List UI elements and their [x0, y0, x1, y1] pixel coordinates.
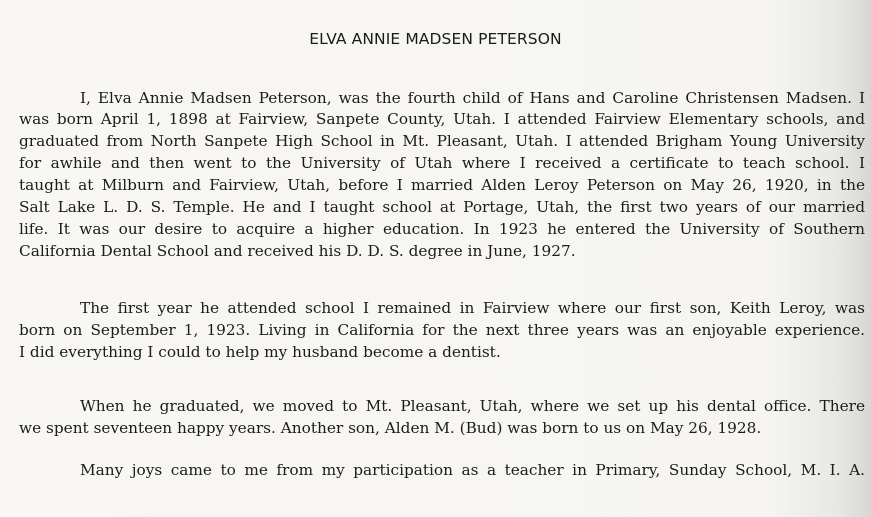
paragraph-1-line-2: was born April 1, 1898 at Fairview, Sanpete County, Utah. I attended Fairview Elementary schools, and — [19, 110, 865, 128]
paragraph-3-line-2: we spent seventeen happy years. Another son, Alden M. (Bud) was born to us on May 26, 1928. — [19, 419, 762, 437]
paragraph-1-line-6: Salt Lake L. D. S. Temple. He and I taught school at Portage, Utah, the first two years of our married — [19, 198, 865, 216]
paragraph-1-line-8: California Dental School and received his D. D. S. degree in June, 1927. — [19, 242, 576, 260]
paragraph-3-line-1: When he graduated, we moved to Mt. Pleasant, Utah, where we set up his dental office. There — [80, 397, 865, 415]
paragraph-2-line-1: The first year he attended school I remained in Fairview where our first son, Keith Leroy, was — [80, 299, 865, 317]
paragraph-4-line-1: Many joys came to me from my participation as a teacher in Primary, Sunday School, M. I. A. — [80, 461, 865, 479]
page-title: ELVA ANNIE MADSEN PETERSON — [309, 30, 562, 48]
paragraph-2-line-3: I did everything I could to help my husband become a dentist. — [19, 343, 501, 361]
paragraph-2-line-2: born on September 1, 1923. Living in California for the next three years was an enjoyable experience. — [19, 321, 865, 339]
paragraph-1-line-5: taught at Milburn and Fairview, Utah, before I married Alden Leroy Peterson on May 26, 1920, in the — [19, 176, 865, 194]
paragraph-1-line-1: I, Elva Annie Madsen Peterson, was the fourth child of Hans and Caroline Christensen Madsen. I — [80, 89, 865, 107]
paragraph-1-line-4: for awhile and then went to the University of Utah where I received a certificate to teach school. I — [19, 154, 865, 172]
paragraph-1-line-3: graduated from North Sanpete High School in Mt. Pleasant, Utah. I attended Brigham Young University — [19, 132, 865, 150]
paragraph-1-line-7: life. It was our desire to acquire a higher education. In 1923 he entered the University of Southern — [19, 220, 865, 238]
